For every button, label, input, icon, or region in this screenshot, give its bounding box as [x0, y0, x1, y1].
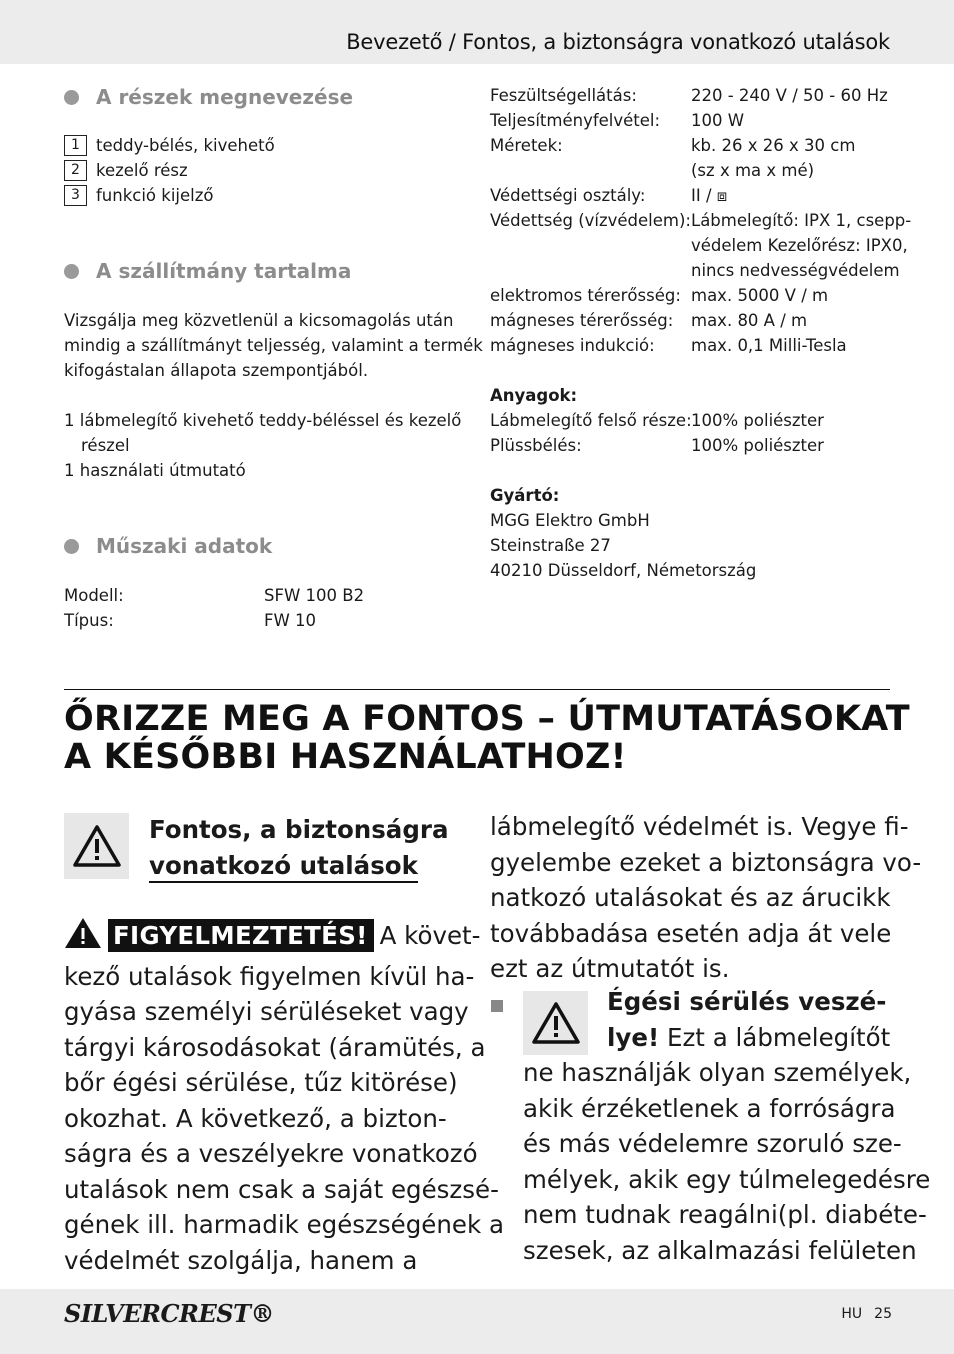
part-number: 1	[64, 135, 87, 156]
table-cell-label	[490, 258, 691, 283]
table-cell-label: Lábmelegítő felső része:	[490, 411, 692, 430]
text-line: gyelembe ezeket a biztonságra vo-	[490, 847, 922, 877]
bullet-dot-icon	[64, 90, 79, 105]
text-line: natkozó utalásokat és az árucikk	[490, 883, 891, 912]
warning-triangle-icon	[64, 813, 129, 879]
page-info	[841, 1306, 892, 1322]
table-row	[490, 183, 911, 208]
bullet-dot-icon	[64, 264, 79, 279]
table-row	[490, 408, 824, 433]
table-cell-value: SFW 100 B2	[264, 586, 365, 605]
text-line: lábmelegítő védelmét is. Vegye fi-	[490, 812, 909, 841]
page-header-title: Bevezető / Fontos, a biztonságra vonatkozó utalások	[346, 30, 890, 54]
text-line: mindig a szállítmányt teljesség, valamint a termék	[64, 336, 483, 355]
table-row	[490, 83, 911, 108]
text-line: kifogástalan állapota szempontjából.	[64, 361, 369, 380]
list-item	[64, 183, 275, 208]
text-line: akik érzéketlenek a forróságra	[523, 1093, 896, 1123]
table-cell-value: kb. 26 x 26 x 30 cm	[691, 136, 856, 155]
text-line: 1 lábmelegítő kivehető teddy-béléssel és kezelő	[64, 411, 462, 430]
table-cell-label: mágneses indukció:	[490, 336, 655, 355]
square-bullet-icon	[491, 1000, 503, 1012]
section-title: A szállítmány tartalma	[96, 259, 352, 283]
warning-line	[64, 917, 504, 959]
table-row	[490, 433, 824, 458]
table-cell-value: FW 10	[264, 611, 317, 630]
safety-body-right	[490, 809, 921, 987]
table-cell-label	[490, 233, 691, 258]
text-line: Vizsgálja meg közvetlenül a kicsomagolás után	[64, 311, 454, 330]
table-cell-value: nincs nedvességvédelem	[691, 261, 900, 280]
table-cell-label	[490, 158, 691, 183]
brand-logo: SILVERCREST®	[64, 1299, 274, 1328]
text-line: utalások nem csak a saját egészsé-	[64, 1174, 499, 1204]
table-row	[490, 208, 911, 233]
part-number: 3	[64, 185, 87, 206]
table-cell-label: Feszültségellátás:	[490, 86, 637, 105]
table-row	[490, 233, 911, 258]
text-line: kező utalások figyelmen kívül ha-	[64, 961, 475, 991]
table-row	[490, 133, 911, 158]
manufacturer-block	[490, 483, 756, 583]
table-cell-value: (sz x ma x mé)	[691, 161, 815, 180]
language-code: HU	[841, 1306, 863, 1322]
text-line: részel	[81, 436, 130, 455]
table-cell-label: elektromos térerősség:	[490, 286, 681, 305]
table-cell-label: Védettségi osztály:	[490, 186, 646, 205]
section-heading-parts	[64, 85, 353, 109]
warning-label: FIGYELMEZTETÉS!	[108, 919, 374, 952]
warning-triangle-icon	[64, 917, 102, 959]
delivery-items	[64, 408, 461, 483]
text-line: 40210 Düsseldorf, Németország	[490, 561, 757, 580]
table-cell-label: Méretek:	[490, 136, 563, 155]
table-cell-label: Típus:	[64, 611, 114, 630]
specs-table	[490, 83, 911, 358]
text-line: és más védelemre szoruló sze-	[523, 1129, 902, 1158]
page-number: 25	[874, 1306, 892, 1322]
text-line: 1 használati útmutató	[64, 461, 246, 480]
table-cell-value: max. 0,1 Milli-Tesla	[691, 336, 847, 355]
main-title	[64, 700, 910, 776]
section-title: Műszaki adatok	[96, 534, 273, 558]
part-label: kezelő rész	[96, 161, 188, 180]
text-line: szesek, az alkalmazási felületen	[523, 1235, 917, 1265]
table-cell-value: 100% poliészter	[691, 436, 824, 455]
part-number: 2	[64, 160, 87, 181]
table-cell-value: max. 80 A / m	[691, 311, 808, 330]
main-title-line: A KÉSŐBBI HASZNÁLATHOZ!	[64, 737, 627, 777]
text-line: ságra és a veszélyekre vonatkozó	[64, 1139, 478, 1168]
bullet-dot-icon	[64, 539, 79, 554]
table-cell-value: 100 W	[691, 111, 745, 130]
text-line: Égési sérülés veszé-	[607, 987, 887, 1016]
table-cell-label: Plüssbélés:	[490, 436, 582, 455]
table-cell-label: Teljesítményfelvétel:	[490, 111, 661, 130]
heading-line: vonatkozó utalások	[149, 850, 418, 883]
text-line: ne használják olyan személyek,	[523, 1058, 912, 1087]
burn-title	[607, 984, 890, 1055]
burn-title-bold: lye!	[607, 1022, 660, 1052]
table-cell-value: II / ⧈	[691, 186, 728, 205]
text-line: A követ-	[379, 921, 481, 950]
delivery-paragraph	[64, 308, 483, 383]
table-cell-value: Lábmelegítő: IPX 1, csepp-	[691, 211, 912, 230]
table-row	[64, 583, 364, 608]
table-row	[64, 608, 364, 633]
text-line: mélyek, akik egy túlmelegedésre	[523, 1164, 931, 1194]
table-row	[490, 283, 911, 308]
main-title-line: ŐRIZZE MEG A FONTOS – ÚTMUTATÁSOKAT	[64, 699, 910, 739]
text-line: gyása személyi sérüléseket vagy	[64, 997, 469, 1026]
table-cell-value: 100% poliészter	[691, 411, 824, 430]
list-item	[64, 133, 275, 158]
section-heading-tech	[64, 534, 272, 558]
text-line: gének ill. harmadik egészségének a	[64, 1210, 504, 1239]
text-fragment: Ezt a lábmelegítőt	[659, 1022, 891, 1052]
text-line: tárgyi károsodásokat (áramütés, a	[64, 1032, 486, 1062]
text-line: MGG Elektro GmbH	[490, 511, 650, 530]
manufacturer-title: Gyártó:	[490, 486, 560, 505]
part-label: teddy-bélés, kivehető	[96, 136, 275, 155]
text-line: védelmét szolgálja, hanem a	[64, 1245, 418, 1275]
text-line: bőr égési sérülése, tűz kitörése)	[64, 1068, 458, 1097]
materials-title: Anyagok:	[490, 386, 578, 405]
section-title: A részek megnevezése	[96, 85, 354, 109]
heading-line: Fontos, a biztonságra	[149, 815, 449, 844]
table-row	[490, 333, 911, 358]
table-cell-value: max. 5000 V / m	[691, 286, 829, 305]
table-row	[490, 108, 911, 133]
text-line: nem tudnak reagálni(pl. diabéte-	[523, 1200, 927, 1229]
table-cell-value: 220 - 240 V / 50 - 60 Hz	[691, 86, 888, 105]
text-line: okozhat. A következő, a bizton-	[64, 1103, 447, 1133]
warning-triangle-icon	[523, 991, 588, 1055]
list-item	[64, 158, 275, 183]
part-label: funkció kijelző	[96, 186, 214, 205]
text-line: Steinstraße 27	[490, 536, 611, 555]
burn-body	[523, 1055, 930, 1268]
table-cell-value: védelem Kezelőrész: IPX0,	[691, 236, 908, 255]
table-row	[490, 258, 911, 283]
safety-body-left	[64, 917, 504, 1278]
parts-list	[64, 133, 275, 208]
tech-table	[64, 583, 364, 633]
safety-heading	[149, 812, 449, 884]
divider-rule	[64, 689, 890, 690]
text-line: ezt az útmutatót is.	[490, 954, 730, 983]
table-row	[490, 308, 911, 333]
table-row	[490, 158, 911, 183]
section-heading-delivery	[64, 259, 351, 283]
text-line: továbbadása esetén adja át vele	[490, 918, 892, 948]
table-cell-label: Modell:	[64, 586, 124, 605]
materials-table	[490, 383, 824, 458]
table-cell-label: mágneses térerősség:	[490, 311, 674, 330]
table-cell-label: Védettség (vízvédelem):	[490, 211, 691, 230]
